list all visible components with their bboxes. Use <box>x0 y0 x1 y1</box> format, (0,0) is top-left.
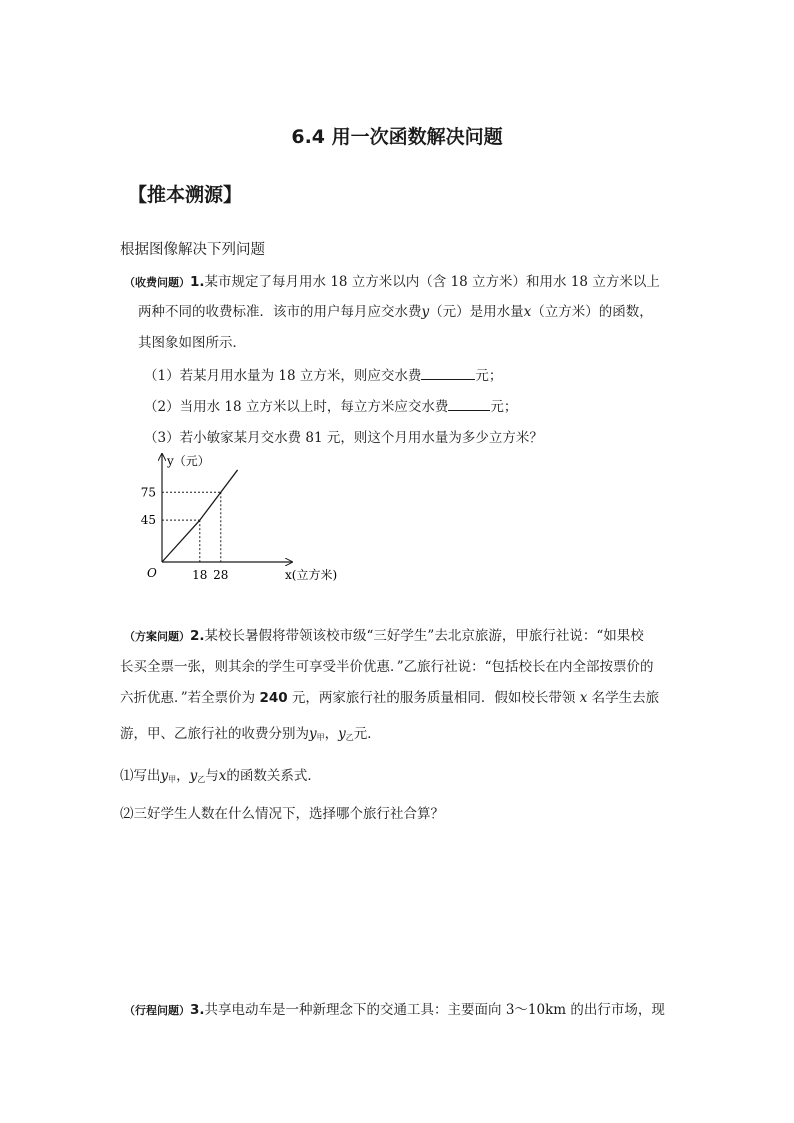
q1-sub1-answer-blank[interactable] <box>421 367 475 380</box>
q1-sub2-answer-blank[interactable] <box>448 398 490 411</box>
q2-line2: 长买全票一张，则其余的学生可享受半价优惠．”乙旅行社说：“包括校长在内全部按票价的 <box>120 659 654 675</box>
q1-line2-part-b: （元）是用水量 <box>429 304 524 320</box>
q2-sub-yi: 乙 <box>345 733 354 742</box>
q1-line1-text: 某市规定了每月用水 18 立方米以内（含 18 立方米）和用水 18 立方米以上 <box>204 274 660 290</box>
q2-line4 <box>120 722 381 743</box>
origin-label: O <box>147 566 157 580</box>
q2-p1-y-jia: y <box>160 768 169 784</box>
q1-var-y: y <box>421 304 430 320</box>
q2-p1-sub-jia: 甲 <box>168 775 177 784</box>
q1-line2-part-c: （立方米）的函数， <box>531 304 653 320</box>
q2-part1-b: 与 <box>205 768 219 784</box>
intro-text: 根据图像解决下列问题 <box>120 242 265 258</box>
water-fee-chart <box>130 450 360 590</box>
q2-part1-c: 的函数关系式． <box>226 768 321 784</box>
q1-sub1 <box>144 364 502 384</box>
q1-number: 1. <box>190 274 205 290</box>
q2-sub-jia: 甲 <box>316 733 325 742</box>
q2-p1-y-yi: y <box>189 768 198 784</box>
x-tick-label-18: 18 <box>192 568 208 582</box>
x-tick-label-28: 28 <box>213 568 229 582</box>
q1-sub2-unit: 元； <box>490 399 518 415</box>
q3-tag: （行程问题） <box>124 1004 190 1017</box>
q1-sub2-text: （2）当用水 18 立方米以上时，每立方米应交水费 <box>144 399 449 415</box>
page-title: 6.4 用一次函数解决问题 <box>291 126 503 148</box>
q1-line3: 其图象如图所示． <box>138 335 246 351</box>
x-axis-label: x(立方米) <box>285 568 338 582</box>
q2-number: 2. <box>190 628 205 644</box>
series-line-1 <box>200 470 238 520</box>
y-tick-label-45: 45 <box>140 513 156 528</box>
q2-y-yi: y <box>338 726 346 742</box>
section-heading: 【推本溯源】 <box>128 184 243 206</box>
question-3 <box>124 998 665 1018</box>
q2-p1-var-x: x <box>218 768 227 784</box>
q1-line2-part-a: 两种不同的收费标准．该市的用户每月应交水费 <box>138 304 422 320</box>
q2-p1-separator: ， <box>176 768 190 784</box>
q2-line4-part-a: 游，甲、乙旅行社的收费分别为 <box>120 726 309 742</box>
y-tick-label-75: 75 <box>140 485 156 500</box>
q2-tag: （方案问题） <box>124 630 190 643</box>
q1-sub1-unit: 元； <box>475 368 503 384</box>
q2-line1 <box>124 624 644 644</box>
q1-line2 <box>138 300 653 320</box>
q2-part1 <box>120 764 321 785</box>
q3-text: 共享电动车是一种新理念下的交通工具：主要面向 3～10km 的出行市场，现 <box>204 1002 665 1018</box>
q1-tag: （收费问题） <box>124 276 190 289</box>
q2-price: 240 <box>259 690 288 706</box>
q2-y-jia: y <box>309 726 317 742</box>
q1-var-x: x <box>523 304 532 320</box>
q1-sub2 <box>144 395 517 415</box>
q1-sub1-text: （1）若某月用水量为 18 立方米，则应交水费 <box>144 368 422 384</box>
q2-p1-sub-yi: 乙 <box>197 775 206 784</box>
series-line-0 <box>162 520 200 562</box>
q2-line3-part-a: 六折优惠．”若全票价为 <box>120 690 260 706</box>
q2-line1-text: 某校长暑假将带领该校市级“三好学生”去北京旅游，甲旅行社说：“如果校 <box>204 628 644 644</box>
q2-line3 <box>120 686 659 706</box>
q2-var-x: x <box>579 690 588 706</box>
q2-separator: ， <box>324 726 339 742</box>
y-axis-label: y（元） <box>167 454 210 468</box>
q2-part2: ⑵三好学生人数在什么情况下，选择哪个旅行社合算？ <box>120 806 444 822</box>
q1-line1 <box>124 270 660 290</box>
q2-line4-part-b: 元． <box>353 726 381 742</box>
q2-line3-part-c: 名学生去旅 <box>587 690 660 706</box>
q1-sub3: （3）若小敏家某月交水费 81 元，则这个月用水量为多少立方米？ <box>144 430 543 446</box>
q3-number: 3. <box>190 1002 205 1018</box>
q2-part1-a: ⑴写出 <box>120 768 161 784</box>
q2-line3-part-b: 元，两家旅行社的服务质量相同．假如校长带领 <box>287 690 580 706</box>
